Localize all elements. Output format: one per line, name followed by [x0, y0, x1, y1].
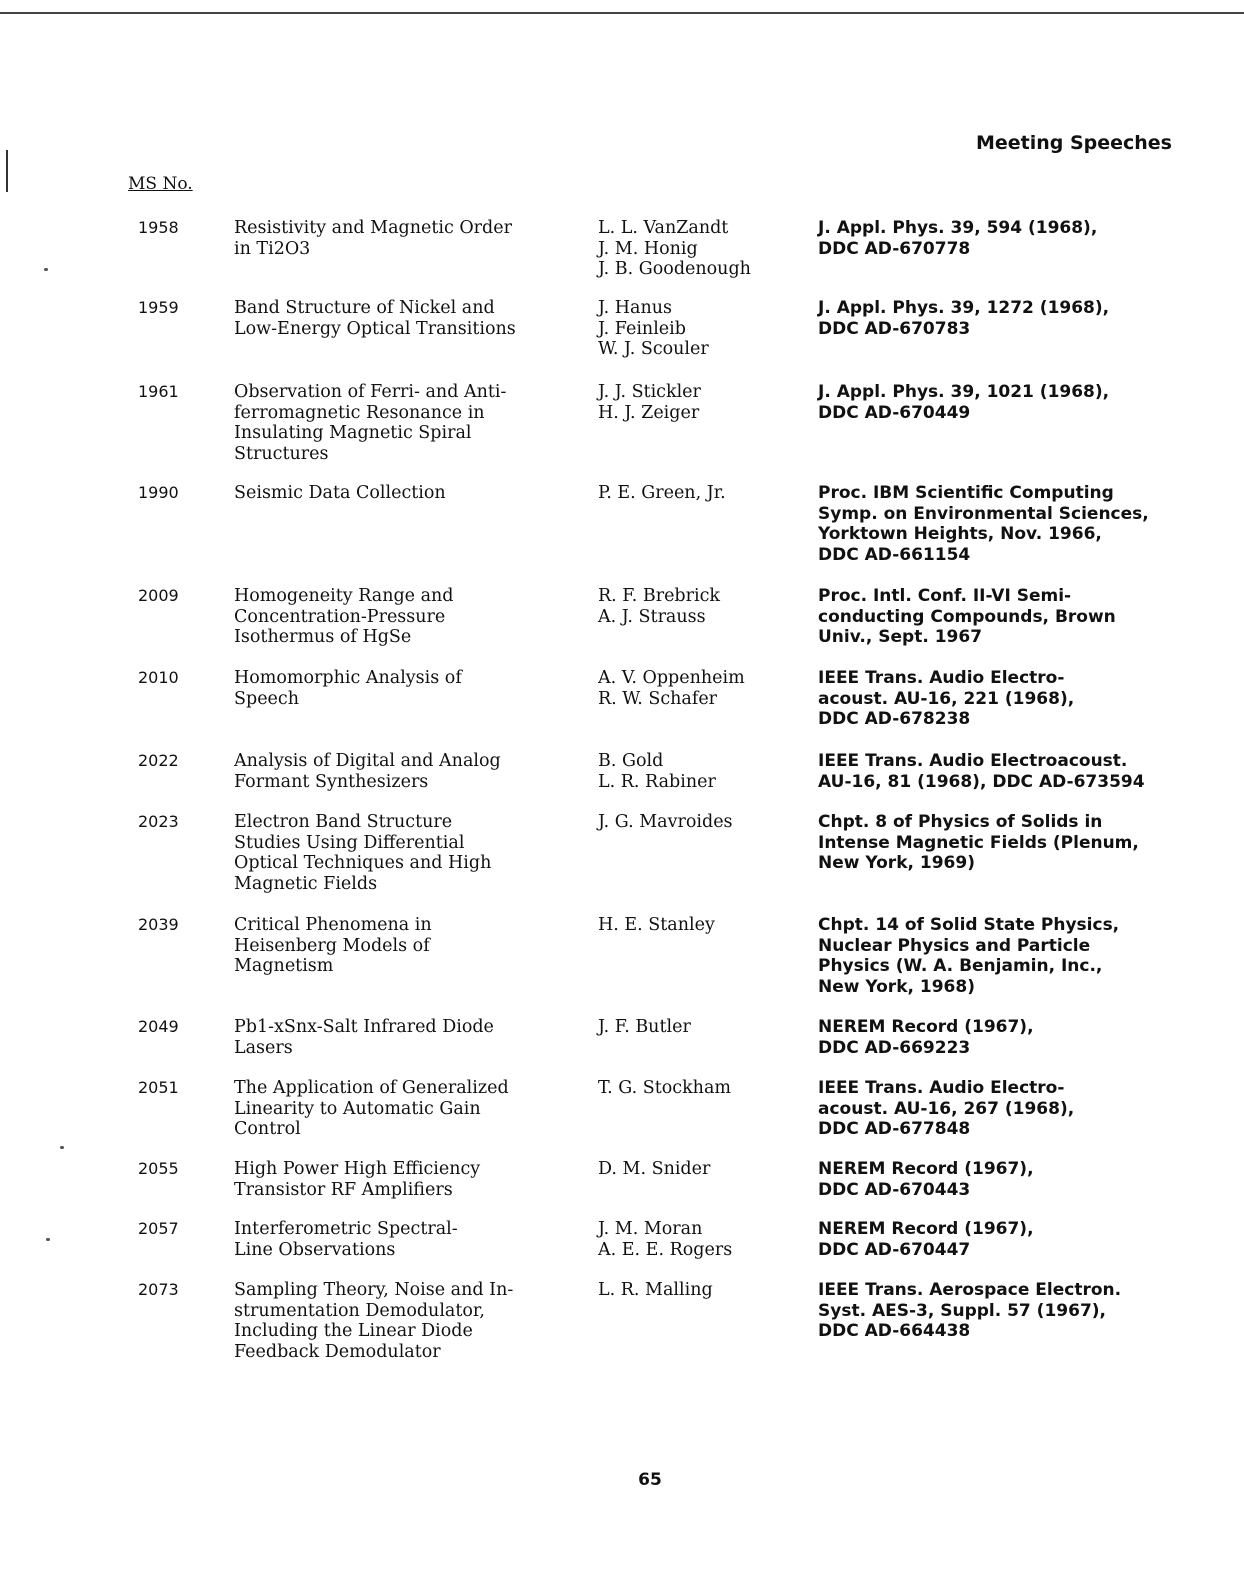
- speech-title: Electron Band Structure Studies Using Differential Optical Techniques and High Magnetic Fields: [234, 812, 492, 894]
- speech-authors: A. V. Oppenheim R. W. Schafer: [598, 668, 745, 709]
- speech-authors: L. R. Malling: [598, 1280, 713, 1300]
- speech-title: Homogeneity Range and Concentration-Pressure Isothermus of HgSe: [234, 586, 454, 647]
- ms-number: 2009: [138, 586, 179, 605]
- ms-number: 2057: [138, 1219, 179, 1238]
- speech-reference: NEREM Record (1967), DDC AD-669223: [818, 1017, 1034, 1058]
- speech-authors: T. G. Stockham: [598, 1078, 731, 1098]
- ms-number: 2039: [138, 915, 179, 934]
- scan-speck: [60, 1146, 64, 1149]
- speech-title: The Application of Generalized Linearity to Automatic Gain Control: [234, 1078, 509, 1139]
- scan-speck: [46, 1238, 50, 1241]
- speech-title: Band Structure of Nickel and Low-Energy Optical Transitions: [234, 298, 516, 339]
- speech-reference: Chpt. 14 of Solid State Physics, Nuclear Physics and Particle Physics (W. A. Benjamin, Inc., New York, 1968): [818, 915, 1120, 997]
- speech-authors: P. E. Green, Jr.: [598, 483, 726, 503]
- ms-number: 2051: [138, 1078, 179, 1097]
- ms-no-column-label: MS No.: [128, 174, 193, 194]
- scan-margin-mark: [6, 150, 8, 192]
- speech-reference: J. Appl. Phys. 39, 1272 (1968), DDC AD-670783: [818, 298, 1110, 339]
- ms-number: 2049: [138, 1017, 179, 1036]
- speech-title: High Power High Efficiency Transistor RF Amplifiers: [234, 1159, 481, 1200]
- speech-reference: J. Appl. Phys. 39, 594 (1968), DDC AD-670778: [818, 218, 1098, 259]
- speech-reference: IEEE Trans. Aerospace Electron. Syst. AES-3, Suppl. 57 (1967), DDC AD-664438: [818, 1280, 1122, 1341]
- ms-number: 2023: [138, 812, 179, 831]
- speech-reference: NEREM Record (1967), DDC AD-670443: [818, 1159, 1034, 1200]
- speech-authors: B. Gold L. R. Rabiner: [598, 751, 716, 792]
- ms-number: 1959: [138, 298, 179, 317]
- speech-reference: NEREM Record (1967), DDC AD-670447: [818, 1219, 1034, 1260]
- speech-title: Analysis of Digital and Analog Formant Synthesizers: [234, 751, 501, 792]
- speech-title: Homomorphic Analysis of Speech: [234, 668, 462, 709]
- speech-authors: H. E. Stanley: [598, 915, 715, 935]
- speech-title: Critical Phenomena in Heisenberg Models of Magnetism: [234, 915, 432, 976]
- scan-speck: [44, 268, 48, 271]
- speech-authors: J. Hanus J. Feinleib W. J. Scouler: [598, 298, 709, 359]
- speech-authors: L. L. VanZandt J. M. Honig J. B. Goodenough: [598, 218, 751, 279]
- speech-reference: J. Appl. Phys. 39, 1021 (1968), DDC AD-670449: [818, 382, 1110, 423]
- speech-title: Pb1-xSnx-Salt Infrared Diode Lasers: [234, 1017, 494, 1058]
- speech-reference: IEEE Trans. Audio Electro- acoust. AU-16, 221 (1968), DDC AD-678238: [818, 668, 1075, 729]
- ms-number: 2022: [138, 751, 179, 770]
- speech-authors: R. F. Brebrick A. J. Strauss: [598, 586, 720, 627]
- speech-reference: IEEE Trans. Audio Electroacoust. AU-16, 81 (1968), DDC AD-673594: [818, 751, 1145, 792]
- speech-authors: J. M. Moran A. E. E. Rogers: [598, 1219, 733, 1260]
- ms-number: 1990: [138, 483, 179, 502]
- speech-title: Sampling Theory, Noise and In- strumentation Demodulator, Including the Linear Diode Feedback Demodulator: [234, 1280, 514, 1362]
- top-rule: [0, 12, 1244, 14]
- speech-reference: Proc. IBM Scientific Computing Symp. on Environmental Sciences, Yorktown Heights, Nov. 1966, DDC AD-661154: [818, 483, 1149, 565]
- speech-authors: D. M. Snider: [598, 1159, 711, 1179]
- speech-title: Observation of Ferri- and Anti- ferromagnetic Resonance in Insulating Magnetic Spiral Structures: [234, 382, 507, 464]
- speech-reference: IEEE Trans. Audio Electro- acoust. AU-16, 267 (1968), DDC AD-677848: [818, 1078, 1075, 1139]
- ms-number: 2073: [138, 1280, 179, 1299]
- speech-authors: J. J. Stickler H. J. Zeiger: [598, 382, 701, 423]
- speech-reference: Proc. Intl. Conf. II-VI Semi- conducting Compounds, Brown Univ., Sept. 1967: [818, 586, 1116, 647]
- ms-number: 1961: [138, 382, 179, 401]
- page-header: Meeting Speeches: [975, 132, 1172, 154]
- speech-authors: J. G. Mavroides: [598, 812, 733, 832]
- page-number: 65: [638, 1470, 662, 1490]
- speech-title: Interferometric Spectral- Line Observations: [234, 1219, 458, 1260]
- ms-number: 2010: [138, 668, 179, 687]
- speech-title: Resistivity and Magnetic Order in Ti2O3: [234, 218, 512, 259]
- speech-title: Seismic Data Collection: [234, 483, 446, 503]
- ms-number: 2055: [138, 1159, 179, 1178]
- speech-reference: Chpt. 8 of Physics of Solids in Intense Magnetic Fields (Plenum, New York, 1969): [818, 812, 1139, 873]
- ms-number: 1958: [138, 218, 179, 237]
- speech-authors: J. F. Butler: [598, 1017, 691, 1037]
